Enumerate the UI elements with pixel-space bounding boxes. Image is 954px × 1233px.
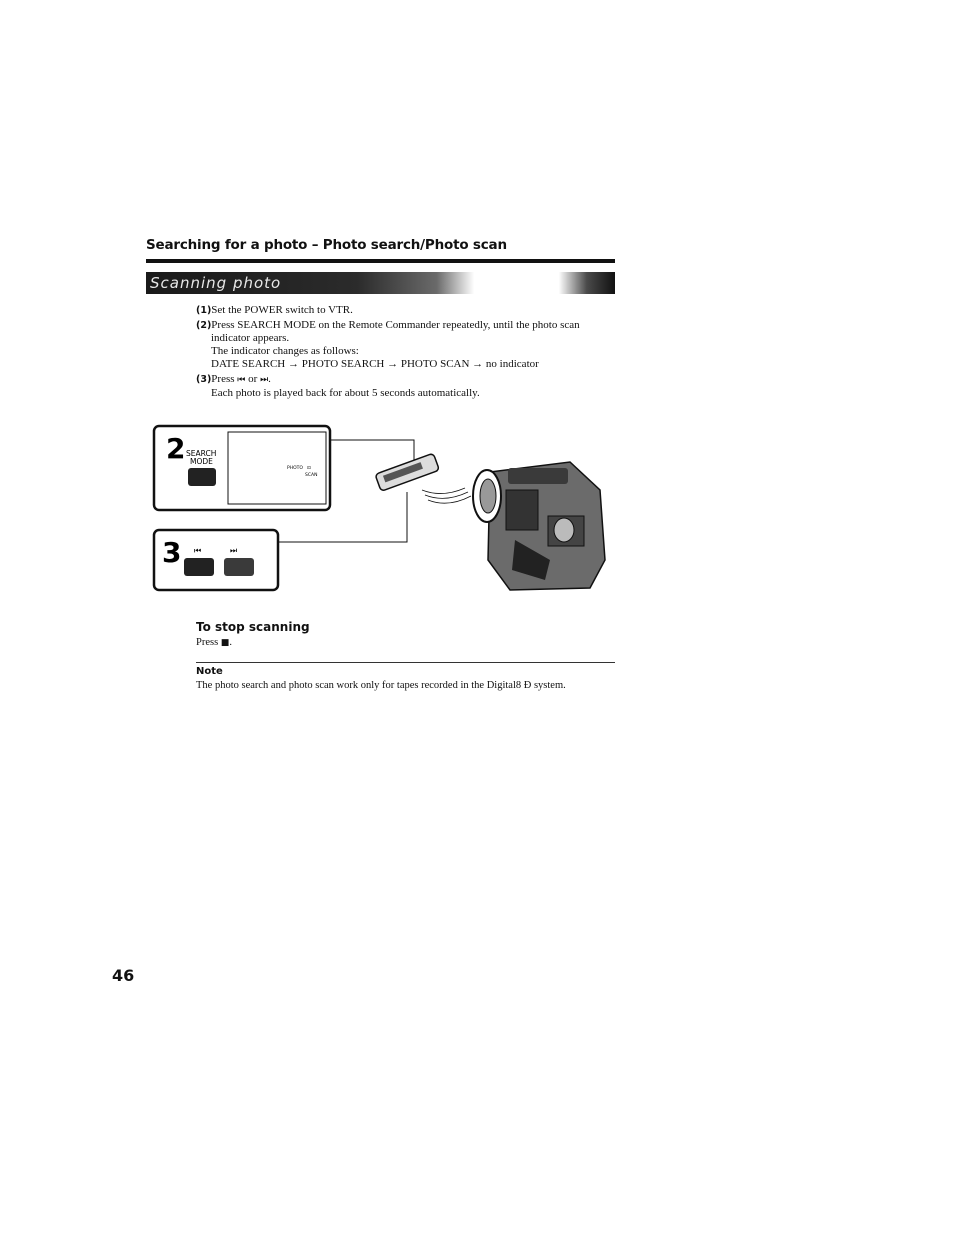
screen-mark-icon: ⊡: [307, 466, 311, 471]
step-2-number: (2): [196, 320, 212, 331]
banner-title: Scanning photo: [150, 274, 282, 292]
note-rule: [196, 662, 615, 663]
note-text-end: system.: [531, 680, 566, 691]
panel-3: [154, 530, 278, 590]
illustration: [150, 420, 620, 600]
section-title: Searching for a photo – Photo search/Photo scan: [146, 237, 507, 253]
stop-body-prefix: Press: [196, 637, 219, 648]
stop-title: To stop scanning: [196, 620, 310, 634]
step-3-number: (3): [196, 374, 212, 385]
stop-icon: ■: [220, 638, 230, 648]
step-2-text: Press SEARCH MODE on the Remote Commander repeatedly, until the photo scan: [211, 319, 580, 331]
prev-icon: ⏮: [237, 375, 246, 385]
step-1-number: (1): [196, 305, 212, 316]
next-icon: ⏭: [260, 375, 269, 385]
remote-commander-icon: [375, 453, 471, 503]
step-3-line-2: Each photo is played back for about 5 seconds automatically.: [211, 387, 480, 399]
digital8-logo-icon: Ð: [523, 680, 532, 691]
next-button: [224, 558, 254, 576]
search-mode-button: [188, 468, 216, 486]
panel-3-next-icon: ⏭: [230, 546, 238, 555]
step-2-line-3: The indicator changes as follows:: [211, 345, 359, 357]
step-3-or: or: [248, 373, 258, 385]
step-3-end: .: [268, 373, 271, 385]
step-1: [196, 304, 616, 317]
section-rule: [146, 259, 615, 263]
step-3: [196, 373, 616, 400]
panel-3-prev-icon: ⏮: [194, 546, 202, 555]
step-2: [196, 319, 616, 371]
stop-body-suffix: .: [229, 637, 232, 648]
viewfinder-screen: [228, 432, 326, 504]
step-1-text: Set the POWER switch to VTR.: [211, 304, 353, 316]
step-2-line-2: indicator appears.: [211, 332, 290, 344]
banner: [146, 272, 615, 294]
screen-photo-label: PHOTO: [287, 466, 303, 471]
screen-scan-label: SCAN: [305, 473, 318, 478]
mode-label: MODE: [190, 457, 213, 466]
camcorder-icon: [473, 462, 605, 590]
search-label: SEARCH: [186, 449, 217, 458]
illustration-svg: [150, 420, 620, 600]
page-number: 46: [112, 966, 135, 985]
note-title: Note: [196, 666, 223, 677]
note-text: The photo search and photo scan work only for tapes recorded in the Digital8: [196, 680, 522, 691]
step-2-line-4: DATE SEARCH → PHOTO SEARCH → PHOTO SCAN → no indicator: [211, 358, 539, 370]
note-body: [196, 680, 626, 691]
stop-body: [196, 637, 232, 648]
steps-list: [196, 304, 616, 400]
prev-button: [184, 558, 214, 576]
step-3-press: Press: [211, 373, 235, 385]
panel-3-number: 3: [162, 536, 182, 569]
panel-2-number: 2: [166, 432, 186, 465]
panel-2: [154, 426, 330, 510]
